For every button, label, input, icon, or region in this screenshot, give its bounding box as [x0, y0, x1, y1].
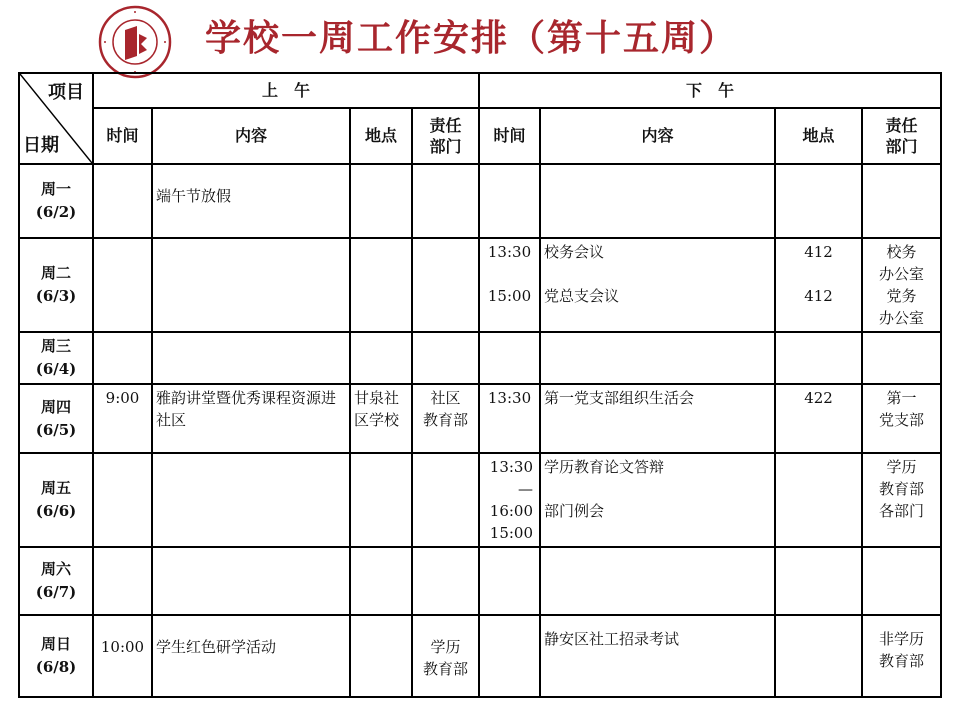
am-time-cell: 10:00: [93, 615, 152, 697]
header-am-dept: 责任 部门: [412, 108, 479, 164]
table-row: [19, 164, 941, 238]
am-content-cell: 学生红色研学活动: [152, 615, 350, 697]
table-row: [19, 615, 941, 697]
am-place-cell: [350, 238, 412, 332]
table-row: [19, 384, 941, 453]
header-morning: 上 午: [93, 73, 479, 108]
am-time-cell: [93, 238, 152, 332]
pm-time-cell: [479, 547, 540, 615]
am-time-cell: [93, 547, 152, 615]
am-dept-cell: [412, 453, 479, 547]
pm-time-cell: 13:30: [479, 384, 540, 453]
pm-dept-cell: 学历 教育部 各部门: [862, 453, 941, 547]
day-cell-wed: 周三 (6/4): [19, 332, 93, 384]
day-cell-mon: 周一 (6/2): [19, 164, 93, 238]
pm-time-cell: 13:30 15:00: [479, 238, 540, 332]
table-row: [19, 547, 941, 615]
pm-place-cell: [775, 615, 862, 697]
header-pm-content: 内容: [540, 108, 775, 164]
day-cell-fri: 周五 (6/6): [19, 453, 93, 547]
header-am-content: 内容: [152, 108, 350, 164]
am-content-cell: [152, 453, 350, 547]
pm-place-cell: [775, 332, 862, 384]
am-place-cell: [350, 547, 412, 615]
table-row: [19, 238, 941, 332]
pm-dept-cell: [862, 164, 941, 238]
header-pm-place: 地点: [775, 108, 862, 164]
pm-place-cell: 412 412: [775, 238, 862, 332]
day-cell-thu: 周四 (6/5): [19, 384, 93, 453]
am-time-cell: [93, 453, 152, 547]
am-dept-cell: [412, 164, 479, 238]
pm-time-cell: 13:30— 16:00 15:00: [479, 453, 540, 547]
header-afternoon: 下 午: [479, 73, 941, 108]
day-cell-sat: 周六 (6/7): [19, 547, 93, 615]
header-pm-time: 时间: [479, 108, 540, 164]
school-seal-logo: [97, 4, 173, 80]
header-row-2: [19, 108, 941, 164]
pm-dept-cell: 校务 办公室 党务 办公室: [862, 238, 941, 332]
pm-dept-cell: [862, 332, 941, 384]
am-place-cell: [350, 164, 412, 238]
pm-content-cell: [540, 547, 775, 615]
am-dept-cell: [412, 547, 479, 615]
am-content-cell: 雅韵讲堂暨优秀课程资源进社区: [152, 384, 350, 453]
page-title: 学校一周工作安排（第十五周）: [205, 17, 738, 59]
am-place-cell: [350, 615, 412, 697]
pm-dept-cell: [862, 547, 941, 615]
pm-content-cell: [540, 164, 775, 238]
am-time-cell: [93, 332, 152, 384]
am-dept-cell: 学历 教育部: [412, 615, 479, 697]
corner-header-cell: [19, 73, 93, 164]
am-content-cell: [152, 547, 350, 615]
am-dept-cell: 社区 教育部: [412, 384, 479, 453]
am-dept-cell: [412, 238, 479, 332]
header-am-time: 时间: [93, 108, 152, 164]
am-place-cell: 甘泉社区学校: [350, 384, 412, 453]
am-dept-cell: [412, 332, 479, 384]
pm-dept-cell: 第一 党支部: [862, 384, 941, 453]
pm-place-cell: [775, 453, 862, 547]
am-content-cell: [152, 238, 350, 332]
pm-content-cell: [540, 332, 775, 384]
header-xiangmu: 项目: [48, 82, 84, 103]
am-place-cell: [350, 332, 412, 384]
day-cell-tue: 周二 (6/3): [19, 238, 93, 332]
pm-content-cell: 校务会议 党总支会议: [540, 238, 775, 332]
am-place-cell: [350, 453, 412, 547]
pm-time-cell: [479, 164, 540, 238]
weekly-schedule-table: [18, 72, 942, 698]
table-row: [19, 453, 941, 547]
pm-content-cell: 学历教育论文答辩 部门例会: [540, 453, 775, 547]
header-riqi: 日期: [23, 135, 59, 156]
pm-place-cell: 422: [775, 384, 862, 453]
pm-place-cell: [775, 164, 862, 238]
day-cell-sun: 周日 (6/8): [19, 615, 93, 697]
am-content-cell: 端午节放假: [152, 164, 350, 238]
table-row: [19, 332, 941, 384]
pm-time-cell: [479, 615, 540, 697]
header-am-place: 地点: [350, 108, 412, 164]
header-pm-dept: 责任 部门: [862, 108, 941, 164]
am-time-cell: 9:00: [93, 384, 152, 453]
pm-content-cell: 静安区社工招录考试: [540, 615, 775, 697]
header-row-1: [19, 73, 941, 108]
am-time-cell: [93, 164, 152, 238]
pm-time-cell: [479, 332, 540, 384]
pm-place-cell: [775, 547, 862, 615]
pm-dept-cell: 非学历 教育部: [862, 615, 941, 697]
am-content-cell: [152, 332, 350, 384]
pm-content-cell: 第一党支部组织生活会: [540, 384, 775, 453]
